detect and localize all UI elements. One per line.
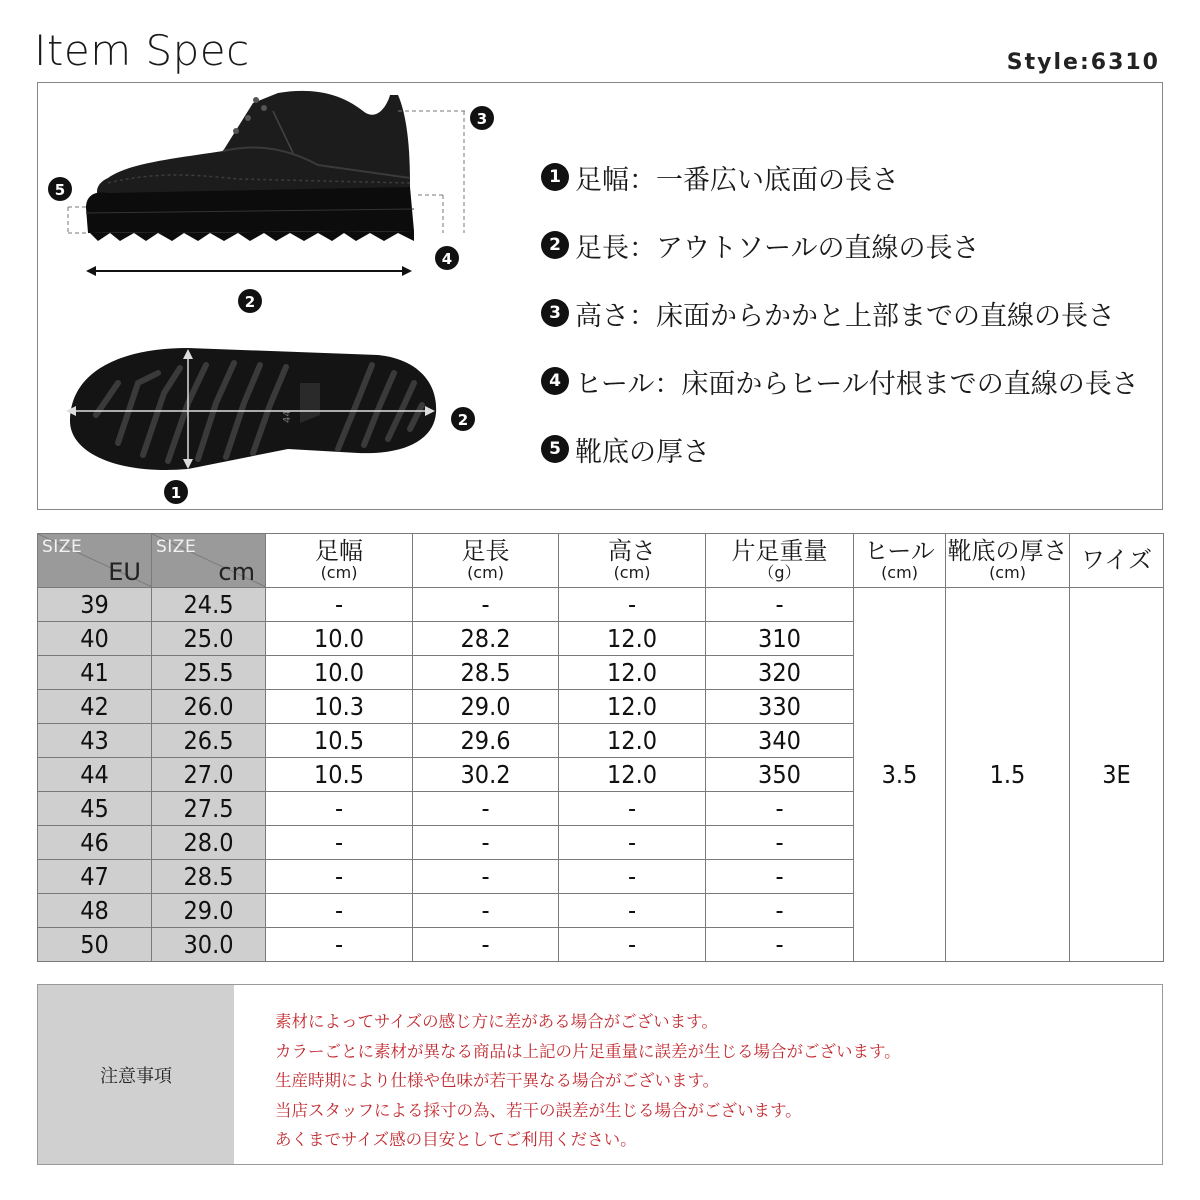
- legend-item-heel: [541, 347, 1139, 415]
- legend-item-sole-thickness: [541, 415, 1139, 483]
- foot-length: 30.2: [413, 758, 559, 792]
- note-line: 生産時期により仕様や色味が若干異なる場合がございます。: [275, 1071, 720, 1090]
- number-4-icon: 4: [541, 367, 569, 395]
- svg-text:1: 1: [170, 484, 182, 502]
- foot-width: -: [266, 792, 413, 826]
- cm-size: 29.0: [152, 894, 266, 928]
- cm-size: 24.5: [152, 588, 266, 622]
- eu-size: 39: [38, 588, 152, 622]
- header-size-eu: SIZE EU: [38, 534, 152, 588]
- cm-size: 30.0: [152, 928, 266, 962]
- note-line: 素材によってサイズの感じ方に差がある場合がございます。: [275, 1012, 718, 1031]
- foot-width: -: [266, 588, 413, 622]
- shoe-illustration: [38, 83, 538, 511]
- weight: -: [706, 928, 854, 962]
- foot-length: 29.6: [413, 724, 559, 758]
- foot-width: -: [266, 928, 413, 962]
- legend-text: 靴底の厚さ: [575, 436, 710, 468]
- wise-value: 3E: [1070, 588, 1164, 962]
- height: 12.0: [559, 724, 706, 758]
- svg-text:2: 2: [457, 411, 469, 429]
- spec-diagram-box: [37, 82, 1163, 510]
- header-wise: ワイズ: [1070, 534, 1164, 588]
- foot-width: -: [266, 826, 413, 860]
- legend-text: ヒール：床面からヒール付根までの直線の長さ: [575, 368, 1139, 400]
- weight: -: [706, 860, 854, 894]
- legend-item-foot-length: [541, 211, 1139, 279]
- legend-item-height: [541, 279, 1139, 347]
- header-heel: ヒール (cm): [854, 534, 946, 588]
- eu-size: 41: [38, 656, 152, 690]
- header-sole-thickness: 靴底の厚さ (cm): [946, 534, 1070, 588]
- height: -: [559, 588, 706, 622]
- foot-length: -: [413, 860, 559, 894]
- foot-length: -: [413, 792, 559, 826]
- foot-width: 10.0: [266, 656, 413, 690]
- page-title: Item Spec: [34, 26, 250, 75]
- height: -: [559, 928, 706, 962]
- number-5-icon: 5: [541, 435, 569, 463]
- table-header-row: [38, 534, 1164, 588]
- heel-value: 3.5: [854, 588, 946, 962]
- foot-length: 29.0: [413, 690, 559, 724]
- measurement-legend: [541, 143, 1139, 483]
- header-weight: 片足重量 （g）: [706, 534, 854, 588]
- svg-text:5: 5: [54, 181, 66, 199]
- weight: 330: [706, 690, 854, 724]
- cm-size: 25.5: [152, 656, 266, 690]
- header-size-cm: SIZE cm: [152, 534, 266, 588]
- legend-text: 足幅：一番広い底面の長さ: [575, 164, 899, 196]
- shoe-sole-view: [70, 348, 436, 470]
- svg-text:44: 44: [282, 410, 293, 423]
- legend-text: 足長：アウトソールの直線の長さ: [575, 232, 980, 264]
- sole-thickness-value: 1.5: [946, 588, 1070, 962]
- eu-size: 44: [38, 758, 152, 792]
- cm-size: 28.0: [152, 826, 266, 860]
- cm-size: 27.0: [152, 758, 266, 792]
- weight: -: [706, 792, 854, 826]
- eu-size: 50: [38, 928, 152, 962]
- foot-length: -: [413, 588, 559, 622]
- weight: -: [706, 588, 854, 622]
- foot-width: 10.5: [266, 724, 413, 758]
- foot-length: -: [413, 826, 559, 860]
- height: -: [559, 826, 706, 860]
- eu-size: 40: [38, 622, 152, 656]
- eu-size: 45: [38, 792, 152, 826]
- notes-section: [37, 984, 1163, 1165]
- height: -: [559, 894, 706, 928]
- foot-length: -: [413, 894, 559, 928]
- svg-text:4: 4: [441, 250, 453, 268]
- number-3-icon: 3: [541, 299, 569, 327]
- size-table: [37, 533, 1164, 962]
- weight: 350: [706, 758, 854, 792]
- table-row: [38, 588, 1164, 622]
- weight: 310: [706, 622, 854, 656]
- svg-text:3: 3: [476, 110, 488, 128]
- height: 12.0: [559, 758, 706, 792]
- foot-length: 28.2: [413, 622, 559, 656]
- note-line: カラーごとに素材が異なる商品は上記の片足重量に誤差が生じる場合がございます。: [275, 1041, 901, 1061]
- header-foot-length: 足長 (cm): [413, 534, 559, 588]
- foot-length: -: [413, 928, 559, 962]
- legend-text: 高さ：床面からかかと上部までの直線の長さ: [575, 300, 1115, 332]
- legend-item-foot-width: [541, 143, 1139, 211]
- eu-size: 43: [38, 724, 152, 758]
- number-1-icon: 1: [541, 163, 569, 191]
- number-2-icon: 2: [541, 231, 569, 259]
- cm-size: 26.0: [152, 690, 266, 724]
- note-line: あくまでサイズ感の目安としてご利用ください。: [275, 1130, 637, 1149]
- cm-size: 26.5: [152, 724, 266, 758]
- marker-5: [48, 177, 72, 201]
- foot-width: 10.3: [266, 690, 413, 724]
- foot-width: -: [266, 860, 413, 894]
- header-height: 高さ (cm): [559, 534, 706, 588]
- marker-2-sole: [451, 407, 475, 431]
- height: 12.0: [559, 622, 706, 656]
- notes-text: [275, 1007, 901, 1155]
- weight: 340: [706, 724, 854, 758]
- foot-length: 28.5: [413, 656, 559, 690]
- note-line: 当店スタッフによる採寸の為、若干の誤差が生じる場合がございます。: [275, 1100, 802, 1120]
- weight: 320: [706, 656, 854, 690]
- style-code: Style:6310: [1006, 50, 1160, 75]
- eu-size: 46: [38, 826, 152, 860]
- marker-3: [470, 106, 494, 130]
- height: 12.0: [559, 656, 706, 690]
- cm-size: 28.5: [152, 860, 266, 894]
- foot-width: 10.0: [266, 622, 413, 656]
- header-foot-width: 足幅 (cm): [266, 534, 413, 588]
- cm-size: 27.5: [152, 792, 266, 826]
- cm-size: 25.0: [152, 622, 266, 656]
- marker-4: [435, 246, 459, 270]
- weight: -: [706, 894, 854, 928]
- eu-size: 42: [38, 690, 152, 724]
- notes-label: 注意事項: [38, 985, 234, 1164]
- marker-1: [164, 480, 188, 504]
- eu-size: 48: [38, 894, 152, 928]
- marker-2-side: [238, 289, 262, 313]
- height: -: [559, 860, 706, 894]
- eu-size: 47: [38, 860, 152, 894]
- height: 12.0: [559, 690, 706, 724]
- height: -: [559, 792, 706, 826]
- svg-text:2: 2: [244, 293, 256, 311]
- foot-width: -: [266, 894, 413, 928]
- weight: -: [706, 826, 854, 860]
- foot-width: 10.5: [266, 758, 413, 792]
- shoe-side-view: [86, 91, 414, 241]
